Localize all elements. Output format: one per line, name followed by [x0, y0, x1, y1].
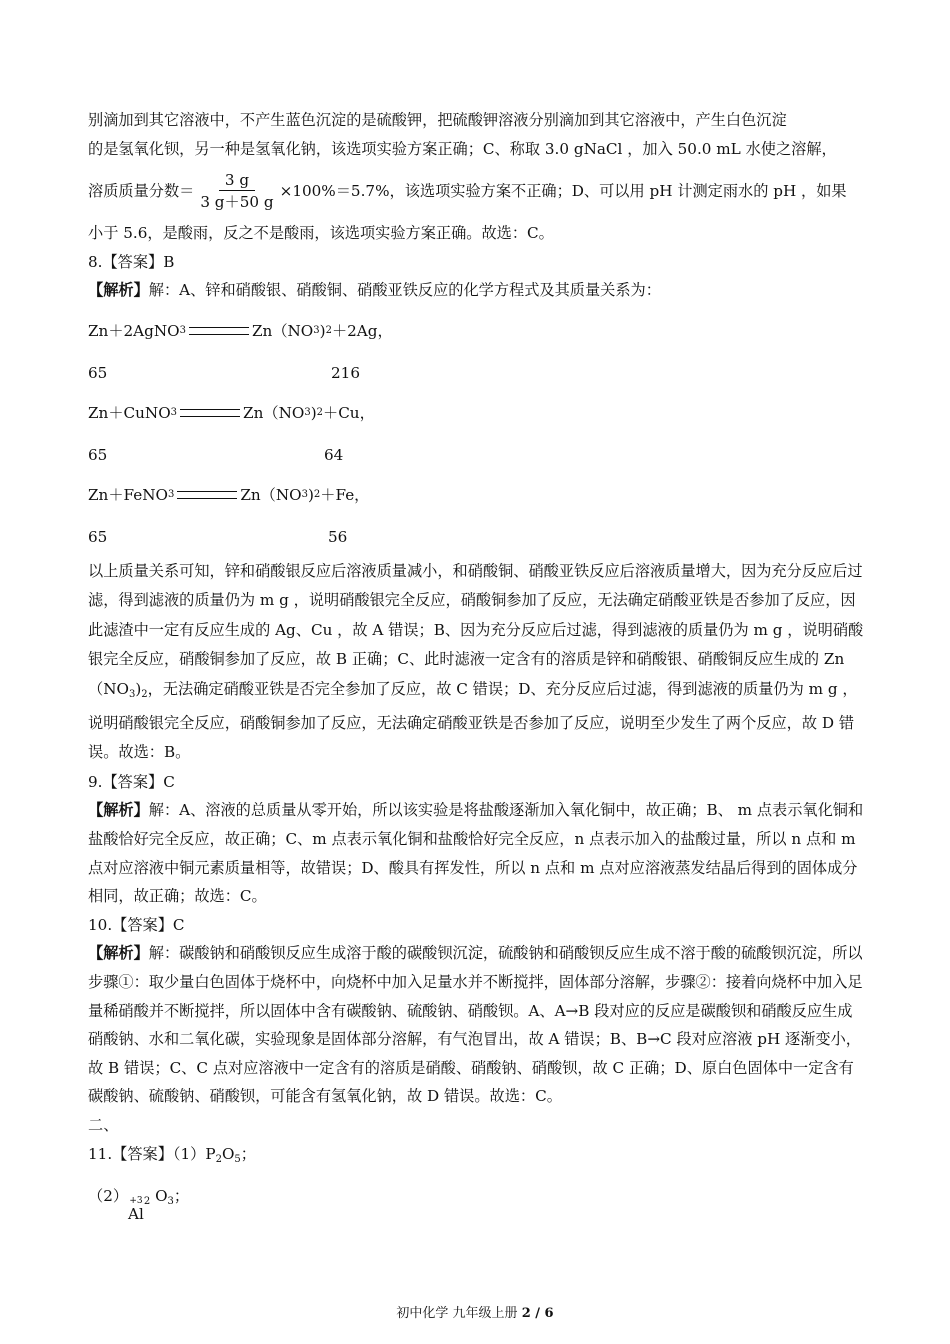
document-page	[88, 106, 864, 1222]
eq-sub: 3	[128, 688, 136, 700]
eq-sub: 3	[167, 488, 175, 500]
eq-sub: 3	[170, 406, 178, 418]
analysis-text: )	[135, 679, 142, 698]
item-number: （2）	[88, 1187, 129, 1206]
eq-right: )	[307, 485, 314, 504]
eq-sub: 2	[325, 324, 332, 336]
answer-label: 10.【答案】	[88, 915, 173, 934]
answer-value: B	[163, 252, 175, 271]
analysis-text: 解：A、锌和硝酸银、硝酸铜、硝酸亚铁反应的化学方程式及其质量关系为：	[148, 281, 661, 300]
eq-right: ＋Cu，	[323, 403, 375, 422]
equation-3	[88, 481, 864, 551]
element-symbol: Al	[128, 1205, 144, 1224]
mass-row	[88, 441, 864, 469]
frac-denominator: 3 g＋50 g	[200, 192, 274, 211]
charge-mark: +3	[129, 1196, 143, 1207]
mass-left: 65	[88, 527, 108, 546]
eq-sub: 3	[167, 1196, 174, 1208]
formula-part: ；	[173, 1187, 190, 1206]
mass-right: 64	[324, 445, 344, 464]
q7-fraction-line	[88, 163, 864, 219]
footer-text: 初中化学 九年级上册	[396, 1306, 522, 1321]
q9-answer	[88, 768, 864, 797]
eq-right: Zn（NO	[243, 403, 305, 422]
eq-right: Zn（NO	[252, 321, 314, 340]
eq-sub: 3	[313, 324, 320, 336]
analysis-text: 解：A、溶液的总质量从零开始，所以该实验是将盐酸逐渐加入氧化铜中，故正确；B、 m 点表示氧化铜和盐酸恰好完全反应，故正确；C、m 点表示氧化铜和盐酸恰好完全反应，n 点表示加入的盐酸过量，所以 n 点和 m 点对应溶液中铜元素质量相等，故错误；D、酸具有挥发性，所以 n 点和 m 点对应溶液蒸发结晶后得到的固体成分相同，故正确；故选：C。	[88, 801, 864, 906]
eq-left: Zn＋FeNO	[88, 485, 168, 504]
q10-analysis	[88, 939, 864, 1111]
page-number: 2 / 6	[521, 1306, 554, 1321]
eq-sub: 3	[304, 406, 311, 418]
eq-sub: 3	[301, 488, 308, 500]
formula-part: O	[150, 1187, 168, 1206]
frac-suffix: ×100%＝5.7%，该选项实验方案不正确；D、可以用 pH 计测定雨水的 pH ，如果	[279, 181, 847, 200]
frac-numerator: 3 g	[219, 170, 255, 191]
equals-arrow	[177, 491, 237, 499]
eq-left: Zn＋CuNO	[88, 403, 171, 422]
page-footer	[0, 1302, 950, 1321]
eq-right: )	[310, 403, 317, 422]
formula-part: O	[221, 1144, 235, 1163]
eq-sub: 2	[313, 488, 321, 500]
q8-analysis-intro	[88, 276, 864, 305]
equation-line	[88, 317, 864, 345]
q10-answer	[88, 911, 864, 940]
answer-label: 9.【答案】	[88, 772, 164, 791]
analysis-label: 【解析】	[88, 801, 149, 820]
formula-part: ；	[240, 1144, 256, 1163]
mass-right: 216	[331, 363, 360, 382]
mass-left: 65	[88, 363, 108, 382]
equation-line	[88, 399, 864, 427]
q8-answer	[88, 248, 864, 277]
formula-part: P	[205, 1144, 216, 1163]
eq-sub: 2	[215, 1153, 222, 1165]
equation-line	[88, 481, 864, 509]
equation-1	[88, 317, 864, 387]
answer-value: C	[172, 915, 185, 934]
eq-right: ＋Fe，	[320, 485, 370, 504]
q7-line4: 小于 5.6，是酸雨，反之不是酸雨，该选项实验方案正确。故选：C。	[88, 224, 554, 243]
q11-answer-1	[88, 1140, 864, 1175]
equals-arrow	[189, 327, 249, 335]
section-heading: 二、	[88, 1115, 119, 1134]
item-number: （1）	[172, 1144, 206, 1163]
q11-answer-2	[88, 1182, 864, 1222]
eq-sub: 2	[316, 406, 323, 418]
eq-sub: 2	[143, 1196, 151, 1208]
analysis-text: 解：碳酸钠和硝酸钡反应生成溶于酸的碳酸钡沉淀，硫酸钠和硝酸钡反应生成不溶于酸的硫酸钡沉淀，所以步骤①：取少量白色固体于烧杯中，向烧杯中加入足量水并不断搅拌，固体部分溶解，步骤②：接着向烧杯中加入足量稀硝酸并不断搅拌，所以固体中含有碳酸钠、硫酸钠、硝酸钡。A、A→B 段对应的反应是碳酸钡和硝酸反应生成硝酸钠、水和二氧化碳，实验现象是固体部分溶解，有气泡冒出，故 A 错误；B、B→C 段对应溶液 pH 逐渐变小，故 B 错误；C、C 点对应溶液中一定含有的溶质是硝酸、硝酸钠、硝酸钡，故 C 正确；D、原白色固体中一定含有碳酸钠、硫酸钠、硝酸钡，可能含有氢氧化钠，故 D 错误。故选：C。	[88, 944, 863, 1106]
q7-line2: 的是氢氧化钡，另一种是氢氧化钠，该选项实验方案正确；C、称取 3.0 gNaCl ，加入 50.0 mL 水使之溶解，	[88, 139, 837, 158]
equals-arrow	[180, 409, 240, 417]
q8-analysis-body	[88, 557, 864, 768]
answer-label: 11.【答案】	[88, 1144, 173, 1163]
answer-value: C	[163, 772, 175, 791]
q7-line1: 别滴加到其它溶液中，不产生蓝色沉淀的是硫酸钾，把硫酸钾溶液分别滴加到其它溶液中，产生白色沉淀	[88, 111, 787, 129]
eq-sub: 2	[141, 688, 148, 700]
mass-row	[88, 359, 864, 387]
equation-2	[88, 399, 864, 469]
mass-left: 65	[88, 445, 108, 464]
eq-sub: 3	[179, 324, 186, 336]
analysis-label: 【解析】	[88, 944, 149, 963]
mass-row	[88, 523, 864, 551]
frac-prefix: 溶质质量分数＝	[88, 181, 195, 200]
eq-sub: 5	[234, 1153, 241, 1165]
analysis-label: 【解析】	[88, 281, 149, 300]
eq-right: Zn（NO	[240, 485, 302, 504]
oxidation-state	[128, 1196, 144, 1222]
eq-left: Zn＋2AgNO	[88, 321, 180, 340]
eq-right: )	[319, 321, 326, 340]
mass-fraction	[196, 170, 277, 213]
mass-right: 56	[328, 527, 348, 546]
eq-right: ＋2Ag，	[331, 321, 393, 340]
analysis-text: ，无法确定硝酸亚铁是否完全参加了反应，故 C 错误；D、充分反应后过滤，得到滤液的质量仍为 m g ，说明硝酸银完全反应，硝酸铜参加了反应，无法确定硝酸亚铁是否参加了反应，说明至少发生了两个反应，故 D 错误。故选：B。	[88, 679, 858, 762]
answer-label: 8.【答案】	[88, 252, 164, 271]
q9-analysis	[88, 796, 864, 910]
analysis-text: 以上质量关系可知，锌和硝酸银反应后溶液质量减小，和硝酸铜、硝酸亚铁反应后溶液质量增大，因为充分反应后过滤，得到滤液的质量仍为 m g ，说明硝酸银完全反应，硝酸铜参加了反应，无法确定硝酸亚铁是否参加了反应，因此滤渣中一定有反应生成的 Ag、Cu ，故 A 错误；B、因为充分反应后过滤，得到滤液的质量仍为 m g ，说明硝酸银完全反应，硝酸铜参加了反应，故 B 正确；C、此时滤液一定含有的溶质是锌和硝酸银、硝酸铜反应生成的 Zn（NO	[88, 561, 864, 698]
